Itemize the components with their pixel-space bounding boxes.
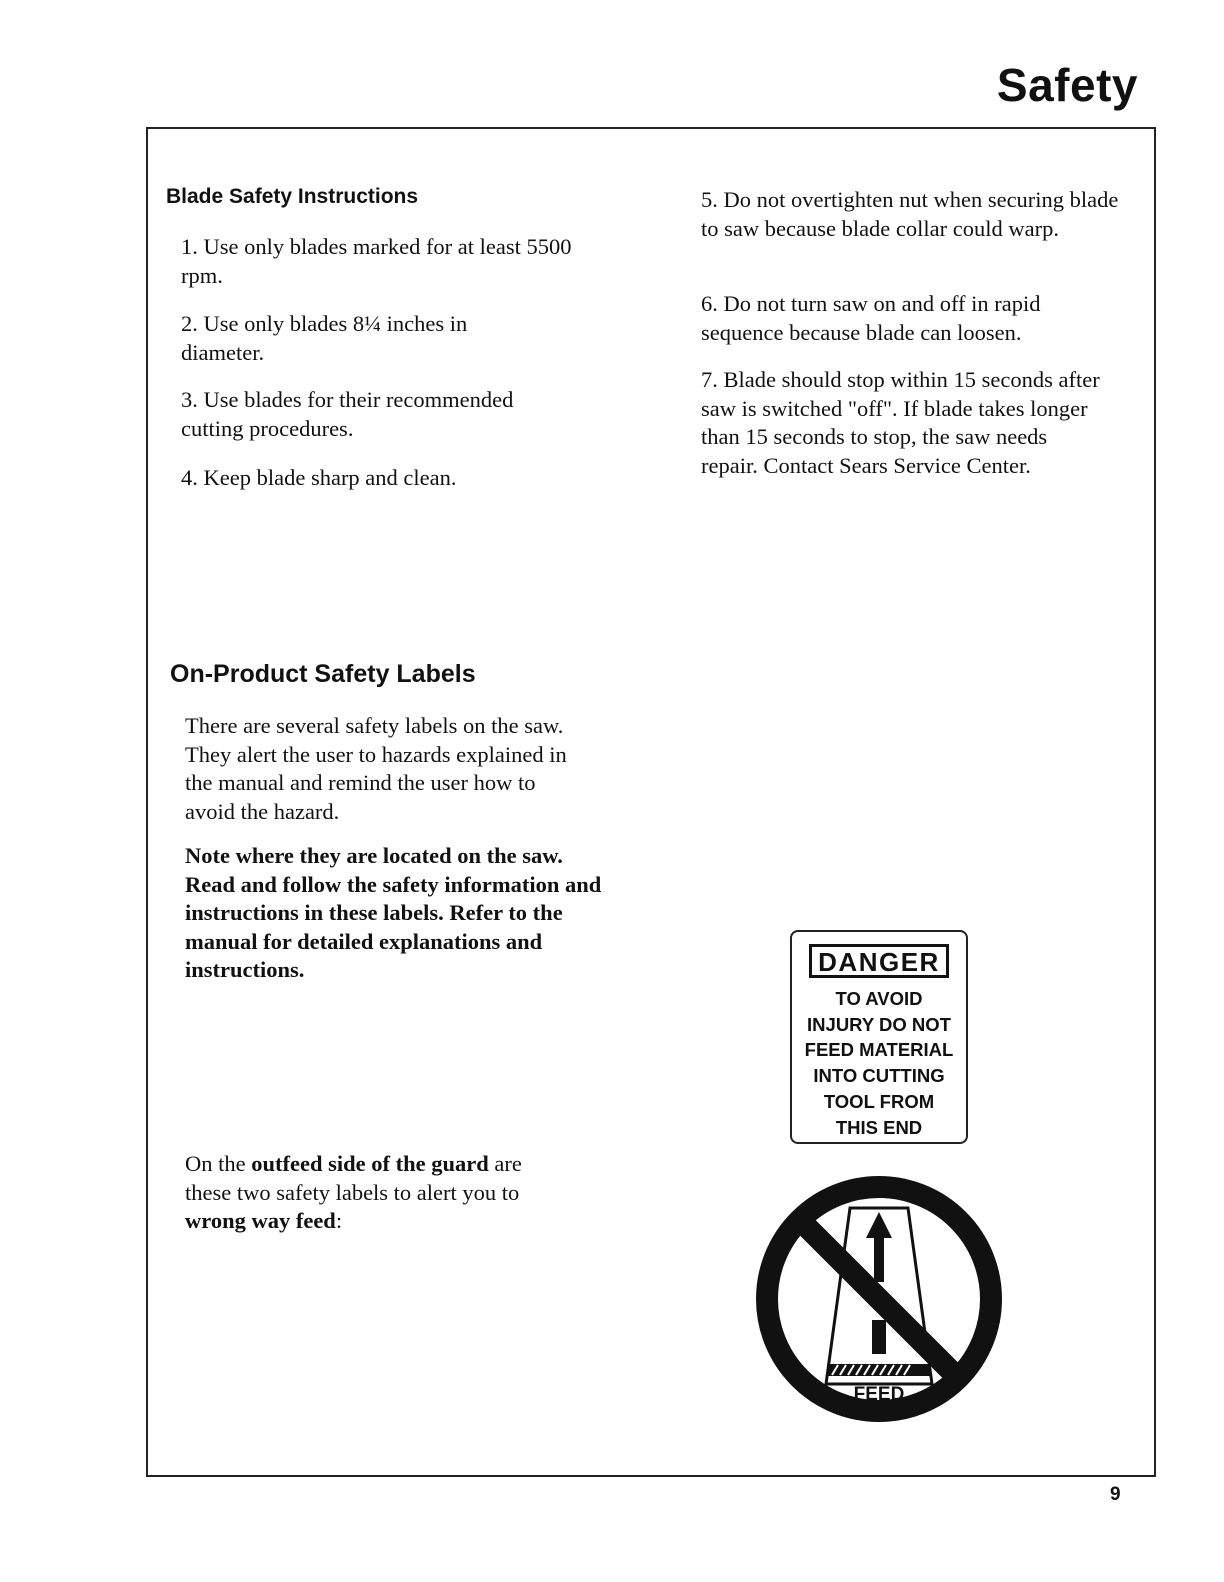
on-product-note: Note where they are located on the saw. Read and follow the safety information and instructions in these labels. Refer to the manual for detailed explanations and instructions. (185, 843, 602, 982)
danger-label-text (792, 986, 966, 1140)
danger-label (790, 930, 968, 1144)
blade-item-7: 7. Blade should stop within 15 seconds after saw is switched "off". If blade takes longer than 15 seconds to stop, the saw needs repair. Contact Sears Service Center. (701, 367, 1100, 478)
feed-label: FEED (853, 1384, 905, 1405)
blade-safety-heading: Blade Safety Instructions (166, 185, 419, 208)
danger-line: INJURY DO NOT (807, 1013, 951, 1035)
danger-line: THIS END (835, 1116, 923, 1138)
no-wrong-way-feed-icon (752, 1172, 1006, 1426)
page-number: 9 (1110, 1484, 1121, 1505)
blade-item-6: 6. Do not turn saw on and off in rapid sequence because blade can loosen. (701, 291, 1041, 345)
on-product-intro: There are several safety labels on the saw. They alert the user to hazards explained in the manual and remind the user how to avoid the hazard. (185, 713, 567, 824)
danger-line: TO AVOID (835, 988, 923, 1009)
wrong-way-feed-emphasis: wrong way feed (185, 1208, 336, 1233)
blade-item-4: 4. Keep blade sharp and clean. (181, 465, 457, 490)
on-product-heading: On-Product Safety Labels (170, 660, 476, 688)
arrow-shaft (872, 1320, 886, 1354)
outfeed-colon: : (335, 1208, 343, 1233)
danger-line: FEED MATERIAL (804, 1039, 954, 1061)
outfeed-text-2: are these two safety labels to alert you to (185, 1151, 522, 1205)
danger-line: INTO CUTTING (813, 1065, 945, 1087)
outfeed-side-emphasis: outfeed side of the guard (251, 1151, 489, 1176)
outfeed-paragraph (185, 1150, 565, 1236)
blade-item-3: 3. Use blades for their recommended cutting procedures. (181, 387, 514, 441)
outfeed-text-1: On the (185, 1151, 252, 1176)
blade-item-1: 1. Use only blades marked for at least 5500 rpm. (181, 234, 572, 288)
page-title: Safety (996, 59, 1138, 111)
danger-word: DANGER (809, 944, 949, 978)
danger-line: TOOL FROM (823, 1090, 935, 1112)
blade-item-2: 2. Use only blades 8¼ inches in diameter. (181, 311, 468, 365)
blade-item-5: 5. Do not overtighten nut when securing blade to saw because blade collar could warp. (701, 187, 1119, 241)
